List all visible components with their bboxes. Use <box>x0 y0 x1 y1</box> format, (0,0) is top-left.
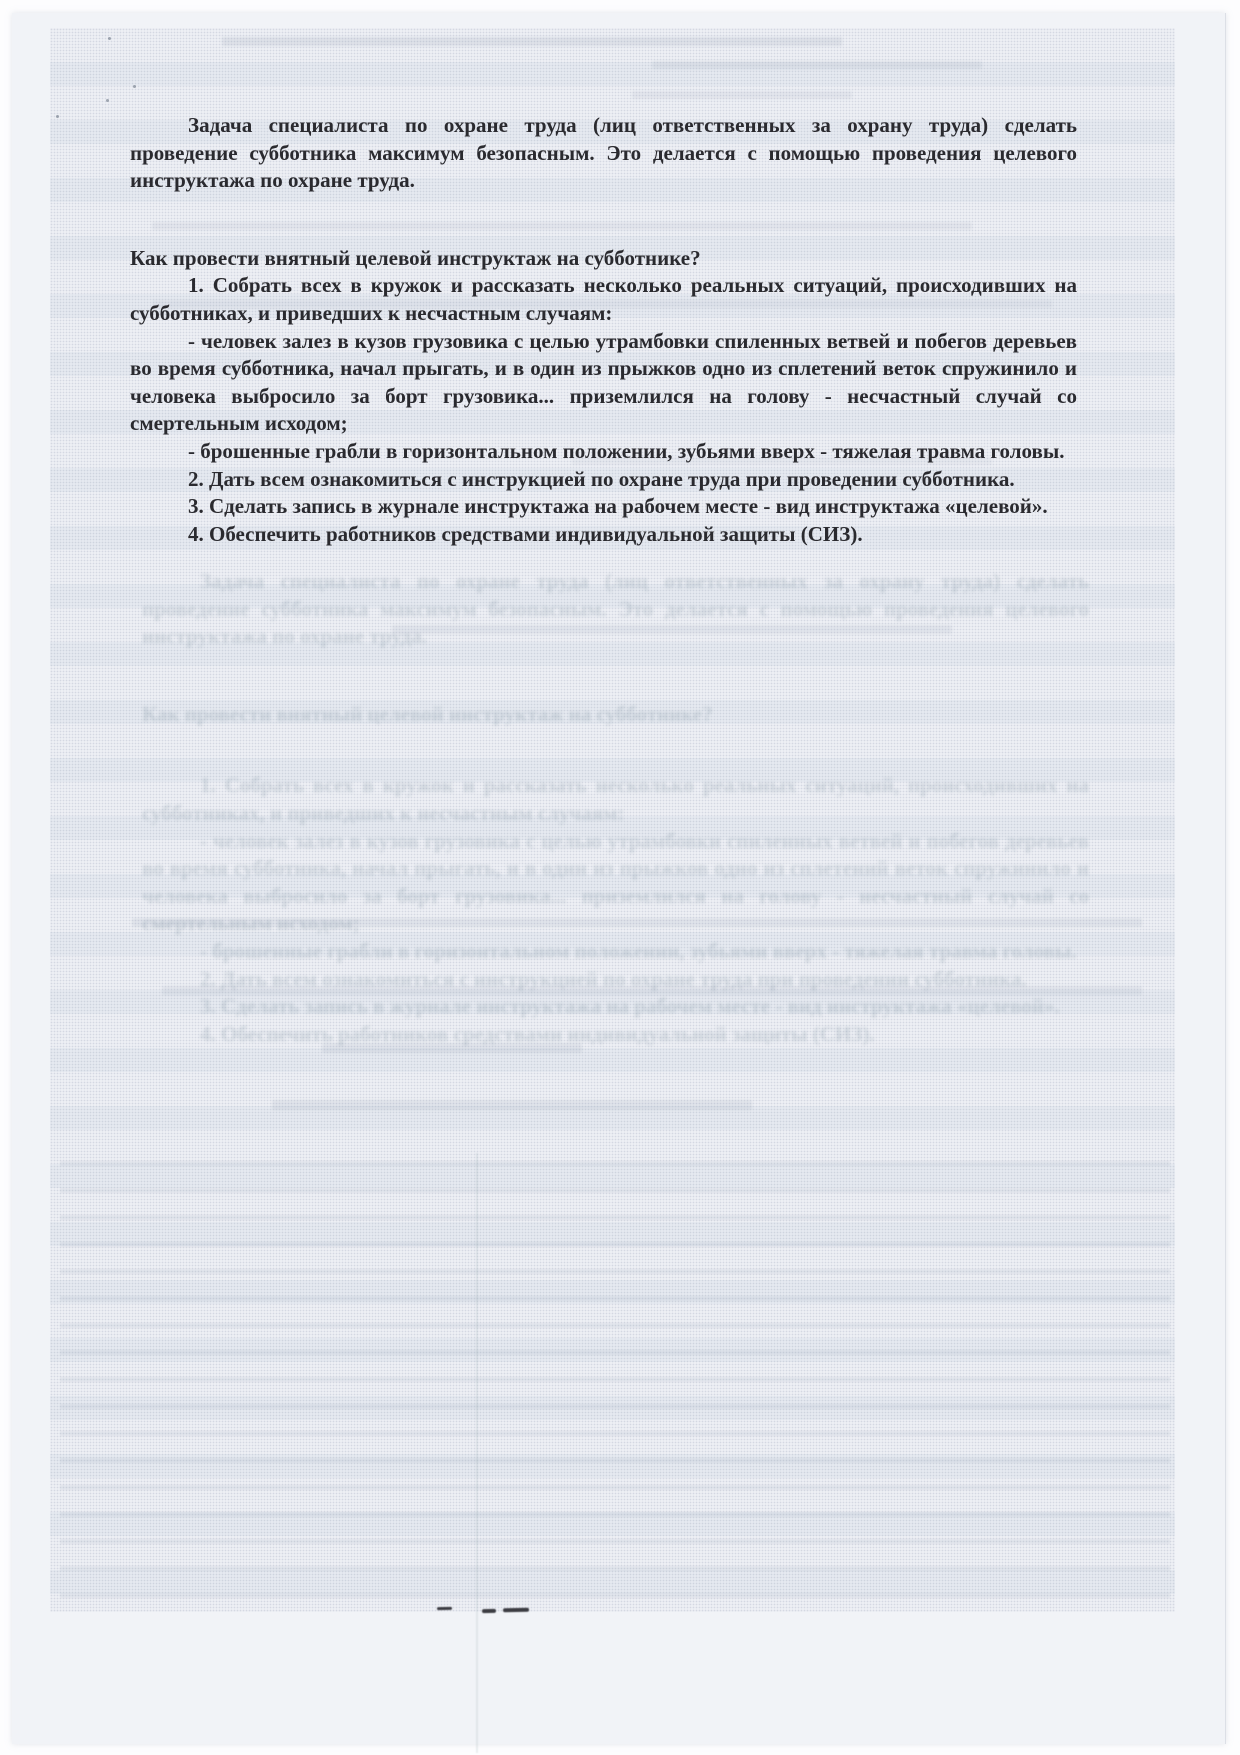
ghost-smudge <box>272 1100 752 1110</box>
ghost-heading: Как провести внятный целевой инструктаж на субботнике? <box>142 701 713 726</box>
ghost-smudge <box>652 61 982 69</box>
intro-paragraph: Задача специалиста по охране труда (лиц ответственных за охрану труда) сделать проведение субботника максимум безопасным. Это делается с помощью проведения целевого инструктажа по охране труда. <box>130 113 1077 193</box>
ghost-paragraph: Задача специалиста по охране труда (лиц ответственных за охрану труда) сделать проведение субботника максимум безопасным. Это делается с помощью проведения целевого инструктажа по охране труда. <box>142 569 1089 649</box>
ghost-smudge <box>392 625 952 634</box>
scan-speck <box>56 115 59 118</box>
scan-speck <box>106 99 109 102</box>
section-heading: Как провести внятный целевой инструктаж на субботнике? <box>130 245 701 270</box>
ghost-list-item: - брошенные грабли в горизонтальном положении, зубьями вверх - тяжелая травма головы. <box>200 938 1077 963</box>
ghost-list-item: 3. Сделать запись в журнале инструктажа на рабочем месте - вид инструктажа «целевой». <box>200 994 1060 1019</box>
ghost-smudge <box>322 1043 582 1053</box>
list-item: 3. Сделать запись в журнале инструктажа на рабочем месте - вид инструктажа «целевой». <box>188 494 1048 519</box>
list-item: - брошенные грабли в горизонтальном положении, зубьями вверх - тяжелая травма головы. <box>188 438 1065 463</box>
ghost-list-item: 4. Обеспечить работников средствами индивидуальной защиты (СИЗ). <box>200 1021 875 1046</box>
ghost-list-item: - человек залез в кузов грузовика с целью утрамбовки спиленных ветвей и побегов деревьев во время субботника, начал прыгать, и в один из прыжков одно из сплетений веток спружинило и человека выбросило за борт грузовика... приземлился на голову - несчастный случай со смертельным исходом; <box>142 828 1089 936</box>
bleed-through-texture <box>60 1142 1170 1610</box>
ghost-smudge <box>132 918 1142 927</box>
ghost-smudge <box>632 91 852 99</box>
scan-speck <box>133 85 136 88</box>
scan-speck <box>108 37 111 40</box>
list-item: 1. Собрать всех в кружок и рассказать несколько реальных ситуаций, происходивших на субботниках, и приведших к несчастным случаям: <box>130 273 1077 325</box>
ghost-smudge <box>222 37 842 46</box>
list-item: 2. Дать всем ознакомиться с инструкцией по охране труда при проведении субботника. <box>188 466 1015 491</box>
ghost-smudge <box>162 986 1142 995</box>
document-body <box>130 112 1077 548</box>
list-item: 4. Обеспечить работников средствами индивидуальной защиты (СИЗ). <box>188 521 863 546</box>
ghost-list-item: 2. Дать всем ознакомиться с инструкцией по охране труда при проведении субботника. <box>200 966 1027 991</box>
ghost-list-item: 1. Собрать всех в кружок и рассказать несколько реальных ситуаций, происходивших на субботниках, и приведших к несчастным случаям: <box>142 773 1089 825</box>
list-item: - человек залез в кузов грузовика с целью утрамбовки спиленных ветвей и побегов деревьев во время субботника, начал прыгать, и в один из прыжков одно из сплетений веток спружинило и человека выбросило за борт грузовика... приземлился на голову - несчастный случай со смертельным исходом; <box>130 328 1077 436</box>
